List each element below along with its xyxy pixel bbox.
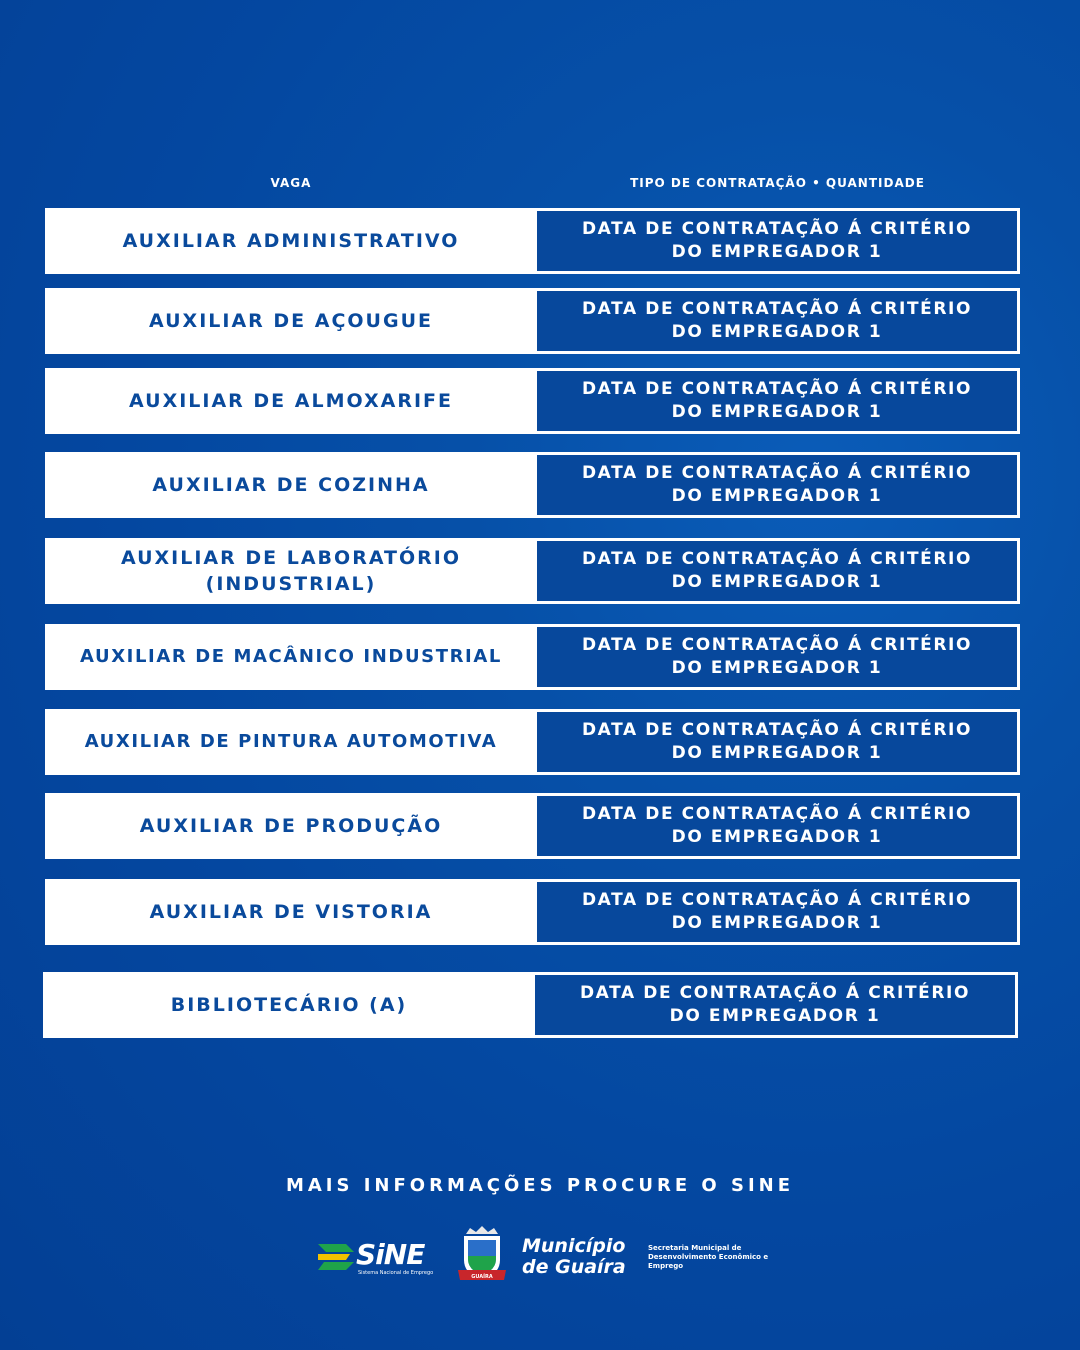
vaga-cell: AUXILIAR DE ALMOXARIFE xyxy=(45,368,537,434)
tipo-cell: DATA DE CONTRATAÇÃO Á CRITÉRIO DO EMPREGADOR 1 xyxy=(537,291,1017,351)
tipo-cell-frame xyxy=(534,879,1020,945)
tipo-cell-frame xyxy=(534,288,1020,354)
table-row xyxy=(45,709,1020,775)
header-tipo-quantidade: TIPO DE CONTRATAÇÃO • QUANTIDADE xyxy=(630,176,925,190)
table-row xyxy=(43,972,1018,1038)
header-vaga: VAGA xyxy=(270,176,312,190)
tipo-cell: DATA DE CONTRATAÇÃO Á CRITÉRIO DO EMPREGADOR 1 xyxy=(537,541,1017,601)
table-row xyxy=(45,288,1020,354)
tipo-cell-frame xyxy=(534,709,1020,775)
municipio-line1: Município xyxy=(522,1235,626,1257)
tipo-cell-frame xyxy=(534,793,1020,859)
sine-mark-icon xyxy=(316,1238,356,1274)
municipio-line2: de Guaíra xyxy=(522,1256,626,1278)
table-row xyxy=(45,624,1020,690)
vaga-cell: AUXILIAR DE VISTORIA xyxy=(45,879,537,945)
table-row xyxy=(45,538,1020,604)
tipo-cell: DATA DE CONTRATAÇÃO Á CRITÉRIO DO EMPREGADOR 1 xyxy=(537,882,1017,942)
tipo-cell: DATA DE CONTRATAÇÃO Á CRITÉRIO DO EMPREGADOR 1 xyxy=(537,796,1017,856)
crest-label: GUAÍRA xyxy=(471,1274,493,1280)
tipo-cell-frame xyxy=(534,624,1020,690)
tipo-cell: DATA DE CONTRATAÇÃO Á CRITÉRIO DO EMPREGADOR 1 xyxy=(537,211,1017,271)
tipo-cell: DATA DE CONTRATAÇÃO Á CRITÉRIO DO EMPREGADOR 1 xyxy=(537,627,1017,687)
sine-subtitle: Sistema Nacional de Emprego xyxy=(358,1270,434,1276)
municipio-logo xyxy=(522,1236,626,1278)
vaga-cell: AUXILIAR DE PRODUÇÃO xyxy=(45,793,537,859)
tipo-cell-frame xyxy=(534,368,1020,434)
table-row xyxy=(45,208,1020,274)
table-row xyxy=(45,368,1020,434)
vaga-cell: AUXILIAR DE LABORATÓRIO (INDUSTRIAL) xyxy=(45,538,537,604)
sine-wordmark: SiNE xyxy=(356,1238,425,1271)
tipo-cell: DATA DE CONTRATAÇÃO Á CRITÉRIO DO EMPREGADOR 1 xyxy=(537,712,1017,772)
tipo-cell-frame xyxy=(534,452,1020,518)
table-row xyxy=(45,793,1020,859)
tipo-cell-frame xyxy=(534,208,1020,274)
vaga-cell: BIBLIOTECÁRIO (A) xyxy=(43,972,535,1038)
secretaria-text: Secretaria Municipal de Desenvolvimento Econômico e Emprego xyxy=(648,1244,769,1270)
vaga-cell: AUXILIAR DE AÇOUGUE xyxy=(45,288,537,354)
tipo-cell-frame xyxy=(532,972,1018,1038)
municipal-crest-icon xyxy=(454,1226,510,1284)
tipo-cell: DATA DE CONTRATAÇÃO Á CRITÉRIO DO EMPREGADOR 1 xyxy=(535,975,1015,1035)
footer-logos xyxy=(316,1226,776,1286)
tipo-cell: DATA DE CONTRATAÇÃO Á CRITÉRIO DO EMPREGADOR 1 xyxy=(537,455,1017,515)
table-row xyxy=(45,879,1020,945)
table-row xyxy=(45,452,1020,518)
vaga-cell: AUXILIAR ADMINISTRATIVO xyxy=(45,208,537,274)
vaga-cell: AUXILIAR DE COZINHA xyxy=(45,452,537,518)
tipo-cell: DATA DE CONTRATAÇÃO Á CRITÉRIO DO EMPREGADOR 1 xyxy=(537,371,1017,431)
vaga-cell: AUXILIAR DE MACÂNICO INDUSTRIAL xyxy=(45,624,537,690)
sine-logo xyxy=(316,1238,434,1278)
tipo-cell-frame xyxy=(534,538,1020,604)
vaga-cell: AUXILIAR DE PINTURA AUTOMOTIVA xyxy=(45,709,537,775)
footer-info-text: MAIS INFORMAÇÕES PROCURE O SINE xyxy=(285,1175,795,1196)
